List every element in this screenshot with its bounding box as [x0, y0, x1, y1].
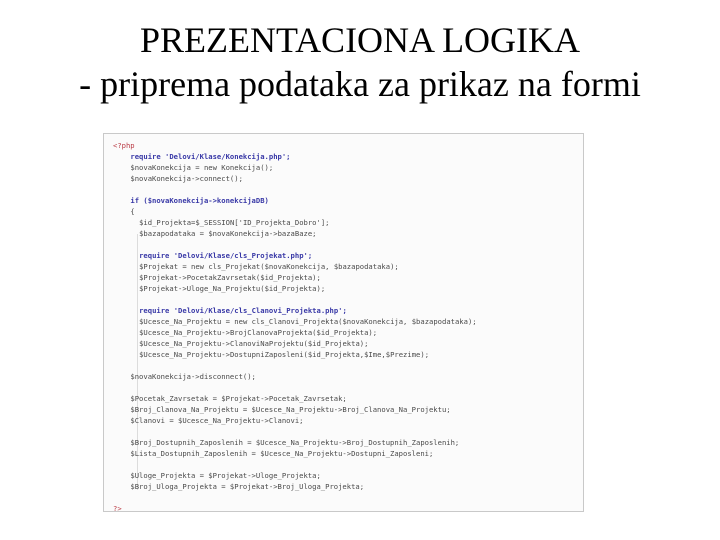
code-line: $Ucesce_Na_Projektu->BrojClanovaProjekta($id_Projekta);	[139, 328, 378, 337]
code-screenshot	[103, 133, 584, 512]
code-line: $Broj_Clanova_Na_Projektu = $Ucesce_Na_Projektu->Broj_Clanova_Na_Projektu;	[130, 405, 451, 414]
code-line: $Projekat->PocetakZavrsetak($id_Projekta);	[139, 273, 321, 282]
code-line: $novaKonekcija->disconnect();	[130, 372, 256, 381]
code-line: <?php	[113, 141, 135, 150]
code-line: require 'Delovi/Klase/cls_Clanovi_Projekta.php';	[139, 306, 347, 315]
code-line: $Pocetak_Zavrsetak = $Projekat->Pocetak_Zavrsetak;	[130, 394, 347, 403]
code-line: {	[130, 207, 135, 216]
code-line: $id_Projekta=$_SESSION['ID_Projekta_Dobro'];	[139, 218, 330, 227]
code-line: $Lista_Dostupnih_Zaposlenih = $Ucesce_Na_Projektu->Dostupni_Zaposleni;	[130, 449, 434, 458]
code-line: $Ucesce_Na_Projektu->ClanoviNaProjektu($id_Projekta);	[139, 339, 369, 348]
code-line: $novaKonekcija = new Konekcija();	[130, 163, 274, 172]
code-line: if ($novaKonekcija->konekcijaDB)	[130, 196, 269, 205]
code-line: $Projekat = new cls_Projekat($novaKonekcija, $bazapodataka);	[139, 262, 399, 271]
slide-title-line-1: PREZENTACIONA LOGIKA	[139, 20, 581, 60]
code-line: ?>	[113, 504, 122, 512]
slide-title-line-2: - priprema podataka za prikaz na formi	[79, 64, 641, 104]
code-line: $Broj_Uloga_Projekta = $Projekat->Broj_Uloga_Projekta;	[130, 482, 365, 491]
code-line: require 'Delovi/Klase/Konekcija.php';	[130, 152, 291, 161]
code-line: $Uloge_Projekta = $Projekat->Uloge_Projekta;	[130, 471, 321, 480]
code-line: $bazapodataka = $novaKonekcija->bazaBaze;	[139, 229, 317, 238]
code-line: $Ucesce_Na_Projektu = new cls_Clanovi_Projekta($novaKonekcija, $bazapodataka);	[139, 317, 477, 326]
code-line: $novaKonekcija->connect();	[130, 174, 243, 183]
code-line: $Broj_Dostupnih_Zaposlenih = $Ucesce_Na_Projektu->Broj_Dostupnih_Zaposlenih;	[130, 438, 460, 447]
code-line: $Projekat->Uloge_Na_Projektu($id_Projekta);	[139, 284, 326, 293]
code-line: require 'Delovi/Klase/cls_Projekat.php';	[139, 251, 313, 260]
slide-title	[0, 18, 720, 106]
code-line: $Ucesce_Na_Projektu->DostupniZaposleni($id_Projekta,$Ime,$Prezime);	[139, 350, 430, 359]
code-line: $Clanovi = $Ucesce_Na_Projektu->Clanovi;	[130, 416, 304, 425]
